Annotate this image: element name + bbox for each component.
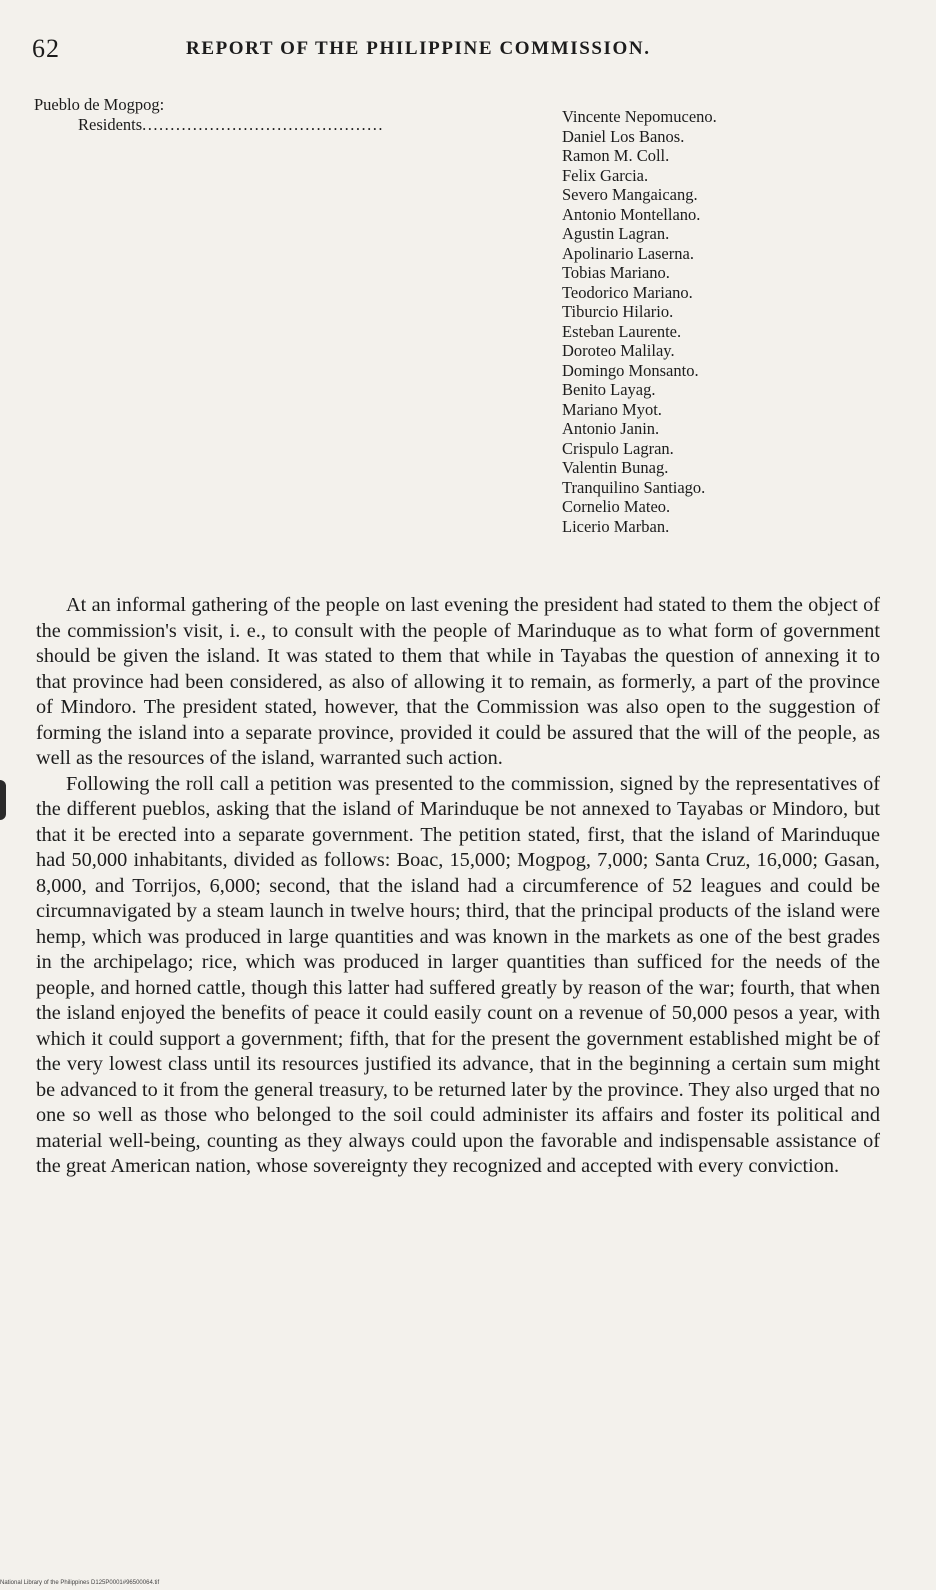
resident-name: Mariano Myot. (562, 399, 662, 419)
resident-name: Doroteo Malilay. (562, 341, 675, 360)
resident-name: Valentin Bunag. (562, 458, 669, 477)
residents-label-row (78, 115, 558, 135)
leader-dots: ........................................... (142, 115, 385, 134)
paragraph-informal-gathering: At an informal gathering of the people on last evening the president had stated to them the object of the commission's visit, i. e., to consult with the people of Marinduque as to what form of government should be given the island. It was stated to them that while in Tayabas the question of annexing it to that province had been considered, as also of allowing it to remain, as formerly, a part of the province of Mindoro. The president stated, however, that the Commission was also open to the suggestion of forming the island into a separate province, provided it could be assured that the will of the people, as well as the resources of the island, warranted such action. (36, 594, 880, 769)
resident-name: Domingo Monsanto. (562, 360, 699, 380)
resident-name: Agustin Lagran. (562, 224, 670, 243)
page-number: 62 (32, 34, 60, 63)
scan-credit: National Library of the Philippines D125P0001#96500064.tif (0, 1580, 160, 1586)
resident-name: Antonio Montellano. (562, 204, 701, 224)
resident-name: Severo Mangaicang. (562, 185, 698, 204)
resident-name: Benito Layag. (562, 380, 656, 399)
paragraph-petition: Following the roll call a petition was presented to the commission, signed by the representatives of the different pueblos, asking that the island of Marinduque be not annexed to Tayabas or Mindoro, but that it be erected into a separate government. The petition stated, first, that the island of Marinduque had 50,000 inhabitants, divided as follows: Boac, 15,000; Mogpog, 7,000; Santa Cruz, 16,000; Gasan, 8,000, and Torrijos, 6,000; second, that the island had a circumference of 52 leagues and could be circumnavigated by a steam launch in twelve hours; third, that the principal products of the island were hemp, which was produced in large quantities and was known in the markets as one of the best grades in the archipelago; rice, which was produced in larger quantities than sufficed for the needs of the people, and horned cattle, though this latter had suffered greatly by reason of the war; fourth, that when the island enjoyed the benefits of peace it could easily count on a revenue of 50,000 pesos a year, with which it could support a government; fifth, that for the present the government established might be of the very lowest class until its resources justified its advance, that in the beginning a certain sum might be advanced to it from the general treasury, to be returned later by the province. They also urged that no one so well as those who belonged to the soil could administer its affairs and foster its political and material well-being, counting as they always could upon the favorable and indispensable assistance of the great American nation, whose sovereignty they recognized and accepted with every conviction. (36, 772, 880, 1177)
resident-name: Cornelio Mateo. (562, 497, 671, 516)
residents-name-list (562, 107, 717, 536)
resident-name: Felix Garcia. (562, 165, 649, 185)
page-edge-mark (0, 780, 6, 820)
pueblo-heading: Pueblo de Mogpog: (34, 95, 165, 114)
resident-name: Crispulo Lagran. (562, 438, 674, 458)
resident-name: Teodorico Mariano. (562, 282, 693, 302)
resident-name: Tobias Mariano. (562, 263, 670, 282)
resident-name: Vincente Nepomuceno. (562, 107, 717, 126)
resident-name: Ramon M. Coll. (562, 146, 670, 165)
resident-name: Apolinario Laserna. (562, 243, 694, 263)
resident-name: Tiburcio Hilario. (562, 302, 674, 321)
body-text (36, 593, 880, 1180)
residents-label: Residents (78, 115, 143, 134)
resident-name: Tranquilino Santiago. (562, 477, 706, 497)
resident-name: Daniel Los Banos. (562, 126, 685, 146)
resident-name: Antonio Janin. (562, 419, 660, 438)
running-head: REPORT OF THE PHILIPPINE COMMISSION. (186, 38, 651, 59)
resident-name: Licerio Marban. (562, 516, 670, 536)
resident-name: Esteban Laurente. (562, 321, 682, 341)
